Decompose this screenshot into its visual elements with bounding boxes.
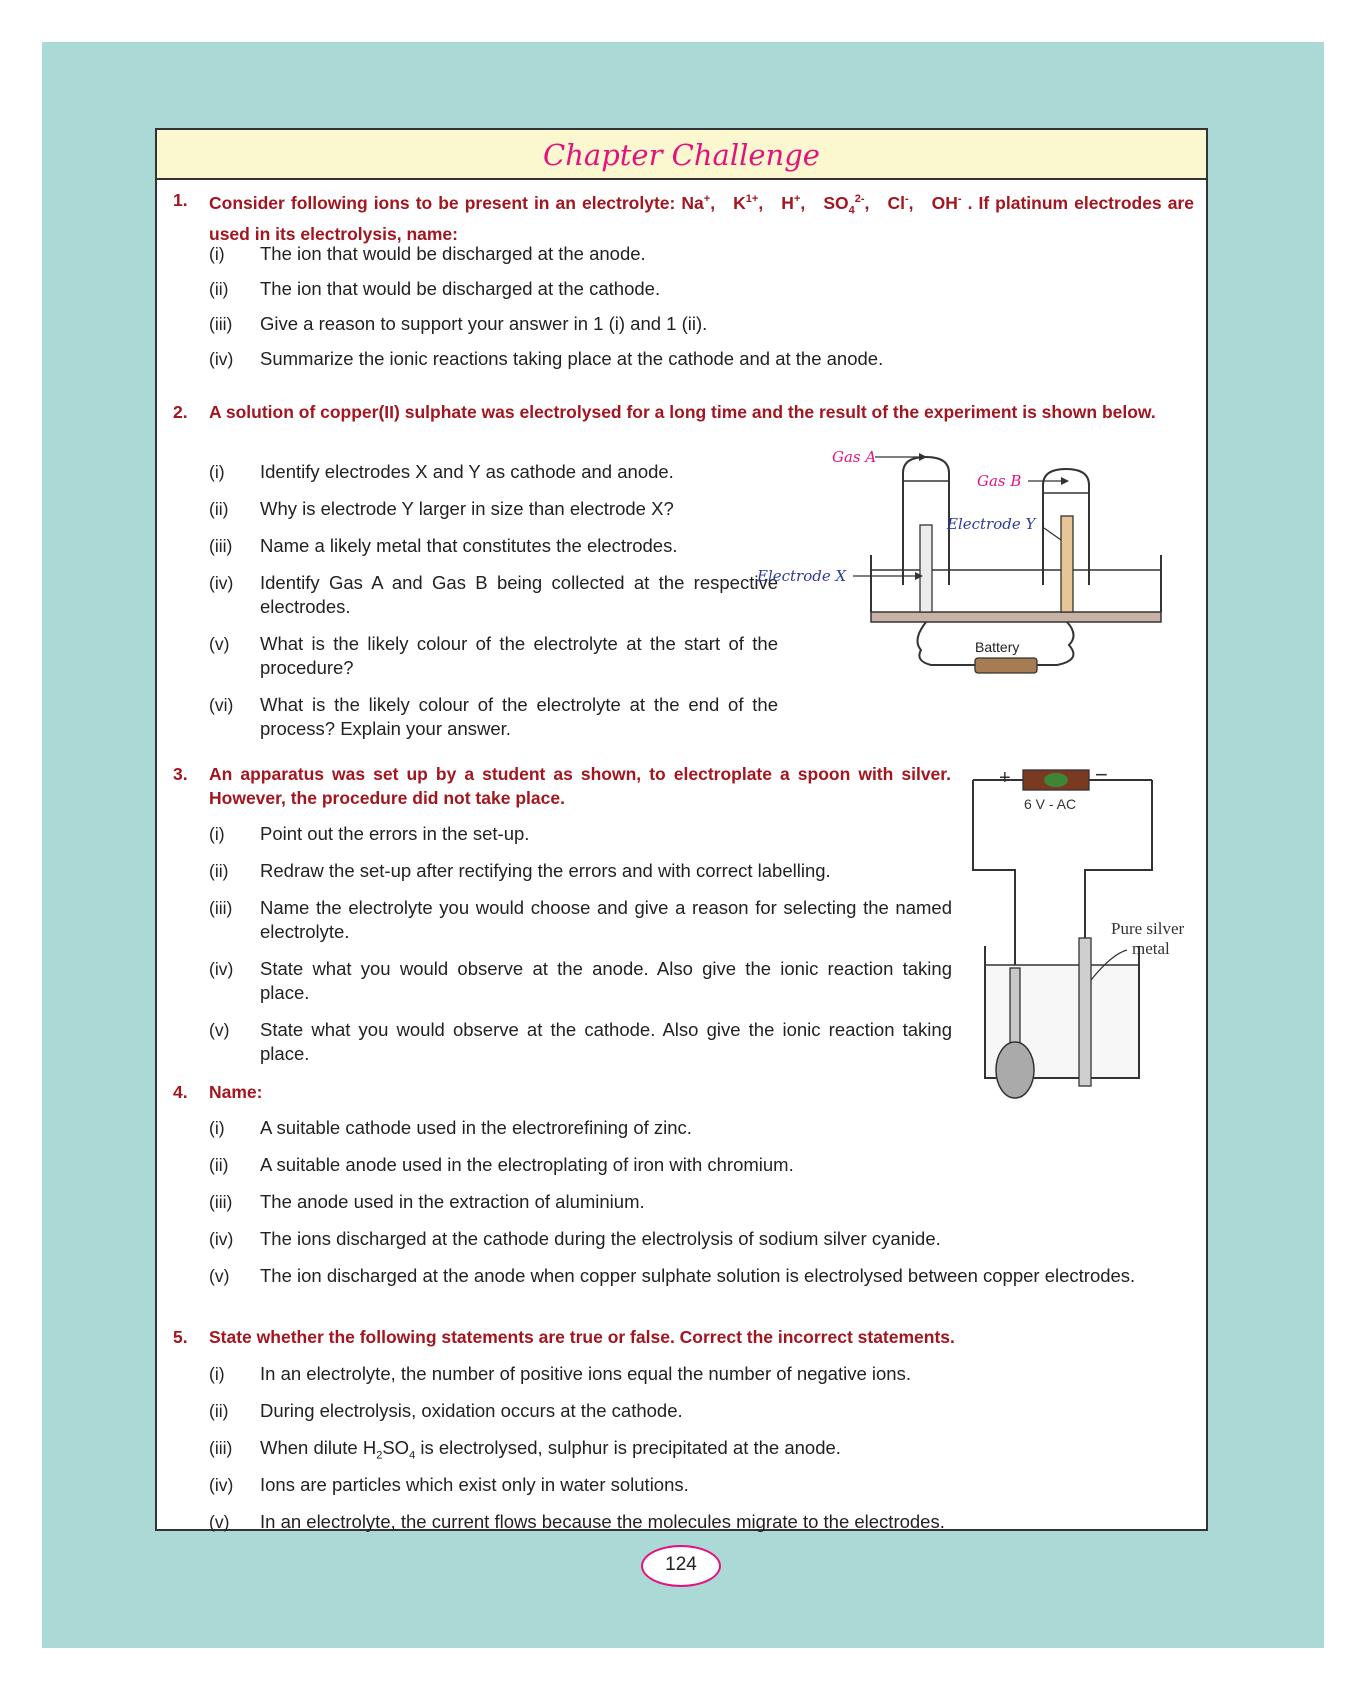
sub-number: (v): [209, 1020, 230, 1040]
gas-b-label: Gas B: [977, 472, 1022, 490]
sub-number: (i): [209, 824, 225, 844]
spoon-handle: [1010, 968, 1020, 1052]
electrode-x-label: Electrode X: [757, 567, 847, 585]
sub-number: (ii): [209, 499, 229, 519]
silver-bar: [1079, 938, 1091, 1086]
sub-question: Identify electrodes X and Y as cathode and anode.: [260, 461, 674, 482]
battery-label: Battery: [975, 639, 1020, 655]
metal-label: metal: [1132, 939, 1170, 958]
sub-number: (iv): [209, 1229, 234, 1249]
sub-number: (vi): [209, 695, 234, 715]
question-5-stem: State whether the following statements are true or false. Correct the incorrect statements.: [209, 1327, 955, 1347]
sub-number: (ii): [209, 1401, 229, 1421]
electrode-x: [920, 525, 932, 612]
sub-question: Why is electrode Y larger in size than electrode X?: [260, 498, 674, 519]
sub-question: A suitable cathode used in the electrorefining of zinc.: [260, 1117, 692, 1138]
sub-question: What is the likely colour of the electrolyte at the start of the procedure?: [260, 633, 778, 678]
pure-silver-label: Pure silver: [1111, 919, 1185, 938]
electrode-y: [1061, 516, 1073, 612]
sub-number: (iv): [209, 1475, 234, 1495]
question-number: 1.: [173, 190, 188, 210]
question-number: 5.: [173, 1327, 188, 1347]
sub-number: (iii): [209, 1192, 233, 1212]
sub-question: In an electrolyte, the current flows because the molecules migrate to the electrodes.: [260, 1511, 945, 1532]
sub-number: (ii): [209, 279, 229, 299]
sub-question: The ion discharged at the anode when copper sulphate solution is electrolysed between copper electrodes.: [260, 1265, 1136, 1286]
question-number: 2.: [173, 402, 188, 422]
question-2-stem: A solution of copper(II) sulphate was electrolysed for a long time and the result of the experiment is shown below.: [209, 402, 1156, 422]
sub-number: (i): [209, 1364, 225, 1384]
sub-number: (i): [209, 1118, 225, 1138]
question-1-stem: [209, 187, 1194, 246]
sub-question: The ion that would be discharged at the cathode.: [260, 278, 661, 299]
tank-base: [871, 612, 1161, 622]
sub-question: Give a reason to support your answer in 1 (i) and 1 (ii).: [260, 313, 708, 334]
wire-left: [917, 622, 975, 665]
sub-question: The anode used in the extraction of aluminium.: [260, 1191, 645, 1212]
chapter-challenge-panel: [155, 128, 1208, 1531]
stem-suffix: . If platinum electrodes are used in its electrolysis, name:: [209, 192, 1194, 245]
electrode-y-label: Electrode Y: [947, 515, 1036, 533]
sub-number: (i): [209, 244, 225, 264]
sub-number: (iv): [209, 573, 234, 593]
sub-question: In an electrolyte, the number of positive ions equal the number of negative ions.: [260, 1363, 911, 1384]
positive-terminal-label: +: [999, 767, 1011, 789]
sub-question: State what you would observe at the cathode. Also give the ionic reaction taking place.: [260, 1019, 952, 1064]
sub-question: The ions discharged at the cathode during the electrolysis of sodium silver cyanide.: [260, 1228, 941, 1249]
sub-number: (ii): [209, 861, 229, 881]
spoon-bowl: [996, 1042, 1034, 1098]
sub-number: (i): [209, 462, 225, 482]
sub-number: (iii): [209, 314, 233, 334]
ion-list: Na+, $K^{1+}$, H+, $SO_4^{2-}$, Cl-, OH-: [681, 192, 962, 217]
stem-prefix: Consider following ions to be present in an electrolyte:: [209, 192, 676, 213]
electroplating-diagram: [967, 758, 1207, 1098]
sub-number: (iv): [209, 959, 234, 979]
sub-number: (ii): [209, 1155, 229, 1175]
question-4-stem: Name:: [209, 1082, 263, 1102]
supply-rating-label: 6 V - AC: [1024, 796, 1077, 812]
wire-right: [1037, 622, 1074, 665]
panel-header: [157, 130, 1206, 180]
sub-question: What is the likely colour of the electrolyte at the end of the process? Explain your answer.: [260, 694, 778, 739]
sub-question: Summarize the ionic reactions taking place at the cathode and at the anode.: [260, 348, 884, 369]
sub-question: Point out the errors in the set-up.: [260, 823, 530, 844]
sub-question: Name the electrolyte you would choose and give a reason for selecting the named electrolyte.: [260, 897, 952, 942]
sub-number: (iii): [209, 898, 233, 918]
sub-question: The ion that would be discharged at the anode.: [260, 243, 646, 264]
sub-question: A suitable anode used in the electroplating of iron with chromium.: [260, 1154, 794, 1175]
page-title: Chapter Challenge: [543, 138, 820, 172]
sub-number: (iii): [209, 536, 233, 556]
sub-number: (iii): [209, 1438, 233, 1458]
battery-cell: [975, 658, 1037, 673]
question-3-stem: An apparatus was set up by a student as shown, to electroplate a spoon with silver. However, the procedure did not take place.: [209, 764, 951, 808]
sub-question: Ions are particles which exist only in water solutions.: [260, 1474, 689, 1495]
sub-question: When dilute $H_2SO_4$ is electrolysed, sulphur is precipitated at the anode.: [260, 1437, 841, 1462]
sub-number: (v): [209, 1512, 230, 1532]
sub-number: (iv): [209, 349, 234, 369]
negative-terminal-label: −: [1095, 762, 1108, 787]
sub-question: During electrolysis, oxidation occurs at the cathode.: [260, 1400, 683, 1421]
sub-number: (v): [209, 634, 230, 654]
question-number: 4.: [173, 1082, 188, 1102]
question-number: 3.: [173, 764, 188, 784]
page-number: 124: [641, 1545, 721, 1587]
sub-question: Name a likely metal that constitutes the electrodes.: [260, 535, 678, 556]
sub-question: Redraw the set-up after rectifying the errors and with correct labelling.: [260, 860, 831, 881]
electrolysis-cell-diagram: [757, 445, 1207, 735]
sub-number: (v): [209, 1266, 230, 1286]
wire-to-silver: [1085, 780, 1152, 990]
sub-question: State what you would observe at the anode. Also give the ionic reaction taking place.: [260, 958, 952, 1003]
sub-question: Identify Gas A and Gas B being collected at the respective electrodes.: [260, 572, 778, 617]
gas-a-label: Gas A: [832, 448, 877, 466]
